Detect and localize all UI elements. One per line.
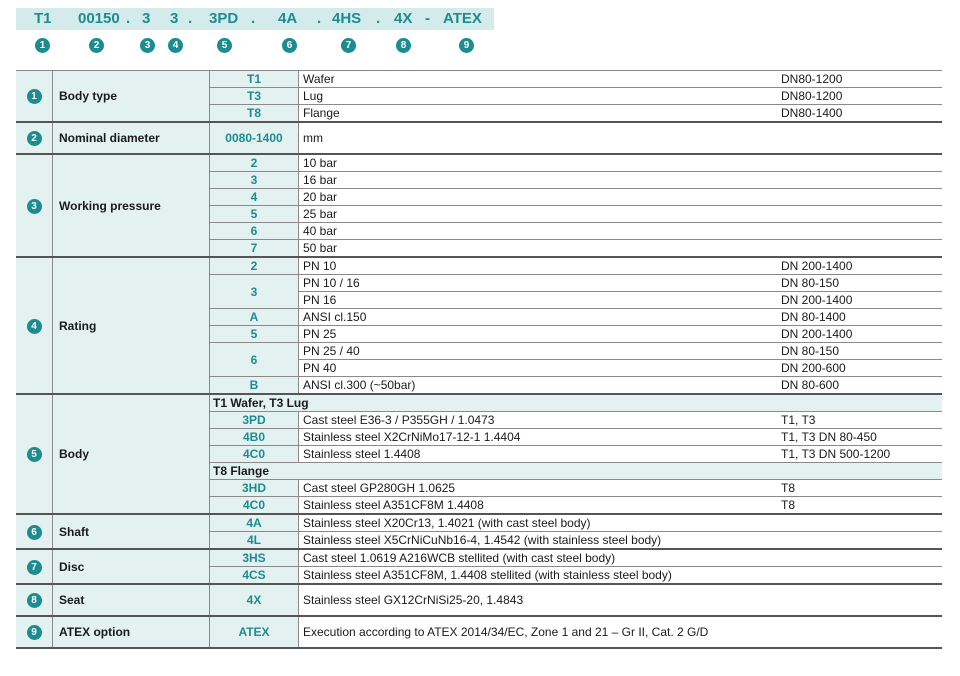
number-badge: 2: [89, 38, 104, 53]
section-name: Nominal diameter: [53, 122, 210, 154]
option-code: T1: [210, 71, 299, 88]
option-description: Wafer: [299, 71, 778, 88]
option-description: Execution according to ATEX 2014/34/EC, Zone 1 and 21 – Gr II, Cat. 2 G/D: [299, 616, 943, 648]
option-applicability: [777, 154, 942, 172]
option-code: 2: [210, 154, 299, 172]
option-applicability: DN80-1200: [777, 88, 942, 105]
option-applicability: T8: [777, 497, 942, 515]
section-number: [16, 71, 53, 123]
code-token-separator: .: [126, 10, 131, 27]
option-description: Cast steel E36-3 / P355GH / 1.0473: [299, 412, 778, 429]
section-name: Shaft: [53, 514, 210, 549]
number-badge: 5: [217, 38, 232, 53]
option-code: B: [210, 377, 299, 395]
option-applicability: [777, 223, 942, 240]
option-applicability: DN 200-1400: [777, 292, 942, 309]
table-row: [16, 584, 942, 616]
option-code: 3: [210, 275, 299, 309]
option-description: PN 10: [299, 257, 778, 275]
table-row: [16, 257, 942, 275]
number-badge: 8: [396, 38, 411, 53]
section-name: Rating: [53, 257, 210, 394]
number-badge: 7: [27, 560, 42, 575]
option-code: 2: [210, 257, 299, 275]
option-code: 6: [210, 223, 299, 240]
table-row: [16, 122, 942, 154]
option-description: Cast steel 1.0619 A216WCB stellited (with cast steel body): [299, 549, 943, 567]
subheading: T1 Wafer, T3 Lug: [210, 394, 943, 412]
section-name: Disc: [53, 549, 210, 584]
table-row: [16, 154, 942, 172]
table-row: [16, 394, 942, 412]
option-description: Stainless steel 1.4408: [299, 446, 778, 463]
number-badge: 3: [140, 38, 155, 53]
option-description: Stainless steel A351CF8M, 1.4408 stellited (with stainless steel body): [299, 567, 943, 585]
number-badge: 6: [282, 38, 297, 53]
option-code: 6: [210, 343, 299, 377]
section-name: Working pressure: [53, 154, 210, 257]
option-code: 4L: [210, 532, 299, 550]
option-code: 4B0: [210, 429, 299, 446]
code-token-separator: .: [251, 10, 256, 27]
number-badge: 6: [27, 525, 42, 540]
option-description: 10 bar: [299, 154, 778, 172]
option-description: PN 25: [299, 326, 778, 343]
option-description: PN 16: [299, 292, 778, 309]
code-token-rating: 3: [170, 10, 179, 27]
number-badge: 2: [27, 131, 42, 146]
option-applicability: DN 80-1400: [777, 309, 942, 326]
option-code: 4CS: [210, 567, 299, 585]
option-code: 4C0: [210, 446, 299, 463]
number-badge: 8: [27, 593, 42, 608]
option-description: Stainless steel GX12CrNiSi25-20, 1.4843: [299, 584, 943, 616]
section-name: Seat: [53, 584, 210, 616]
option-applicability: DN 80-150: [777, 343, 942, 360]
code-token-shaft: 4A: [278, 10, 298, 27]
number-badge: 1: [27, 89, 42, 104]
code-token-separator: .: [376, 10, 381, 27]
option-code: 4A: [210, 514, 299, 532]
option-description: 20 bar: [299, 189, 778, 206]
option-applicability: DN80-1200: [777, 71, 942, 88]
code-token-working-pressure: 3: [142, 10, 151, 27]
code-token-body-type: T1: [34, 10, 52, 27]
option-description: mm: [299, 122, 778, 154]
section-number: [16, 584, 53, 616]
option-applicability: [777, 122, 942, 154]
section-name: Body: [53, 394, 210, 514]
option-description: PN 25 / 40: [299, 343, 778, 360]
section-number: [16, 616, 53, 648]
option-code: 3HS: [210, 549, 299, 567]
table-row: [16, 71, 942, 88]
number-badge: 4: [27, 319, 42, 334]
option-code: A: [210, 309, 299, 326]
option-description: Stainless steel A351CF8M 1.4408: [299, 497, 778, 515]
code-token-atex: ATEX: [443, 10, 482, 27]
table-row: [16, 514, 942, 532]
code-token-disc: 4HS: [332, 10, 362, 27]
option-applicability: [777, 240, 942, 258]
option-code: 4C0: [210, 497, 299, 515]
option-applicability: DN 80-150: [777, 275, 942, 292]
option-code: 0080-1400: [210, 122, 299, 154]
option-applicability: [777, 206, 942, 223]
option-applicability: [777, 172, 942, 189]
option-description: 25 bar: [299, 206, 778, 223]
section-name: ATEX option: [53, 616, 210, 648]
code-token-separator: .: [188, 10, 193, 27]
section-number: [16, 549, 53, 584]
table-row: [16, 616, 942, 648]
spec-table: [16, 70, 942, 649]
section-number: [16, 514, 53, 549]
code-token-seat: 4X: [394, 10, 413, 27]
option-applicability: T8: [777, 480, 942, 497]
option-code: 7: [210, 240, 299, 258]
number-badge: 7: [341, 38, 356, 53]
option-code: 4X: [210, 584, 299, 616]
section-number: [16, 154, 53, 257]
option-code: 5: [210, 206, 299, 223]
option-description: 50 bar: [299, 240, 778, 258]
option-description: Cast steel GP280GH 1.0625: [299, 480, 778, 497]
option-applicability: DN 200-1400: [777, 326, 942, 343]
code-token-separator: -: [425, 10, 430, 27]
option-description: Stainless steel X2CrNiMo17-12-1 1.4404: [299, 429, 778, 446]
option-code: 3HD: [210, 480, 299, 497]
option-applicability: DN 200-1400: [777, 257, 942, 275]
section-number: [16, 394, 53, 514]
number-badge: 5: [27, 447, 42, 462]
option-applicability: DN 80-600: [777, 377, 942, 395]
option-code: 4: [210, 189, 299, 206]
subheading: T8 Flange: [210, 463, 943, 480]
code-token-separator: .: [317, 10, 322, 27]
option-code: ATEX: [210, 616, 299, 648]
number-badge: 3: [27, 199, 42, 214]
option-code: 3PD: [210, 412, 299, 429]
option-code: 3: [210, 172, 299, 189]
option-code: 5: [210, 326, 299, 343]
table-row: [16, 549, 942, 567]
section-number: [16, 122, 53, 154]
option-applicability: DN80-1400: [777, 105, 942, 123]
option-applicability: T1, T3 DN 80-450: [777, 429, 942, 446]
number-badge: 9: [27, 625, 42, 640]
option-description: ANSI cl.150: [299, 309, 778, 326]
number-badge: 9: [459, 38, 474, 53]
option-description: Stainless steel X5CrNiCuNb16-4, 1.4542 (with stainless steel body): [299, 532, 943, 550]
option-description: Flange: [299, 105, 778, 123]
number-badge: 4: [168, 38, 183, 53]
option-description: ANSI cl.300 (~50bar): [299, 377, 778, 395]
number-badge: 1: [35, 38, 50, 53]
option-description: Lug: [299, 88, 778, 105]
option-applicability: DN 200-600: [777, 360, 942, 377]
option-code: T3: [210, 88, 299, 105]
option-applicability: [777, 189, 942, 206]
option-description: 16 bar: [299, 172, 778, 189]
code-token-nominal-diameter: 00150: [78, 10, 120, 27]
option-description: 40 bar: [299, 223, 778, 240]
option-description: PN 10 / 16: [299, 275, 778, 292]
section-name: Body type: [53, 71, 210, 123]
option-code: T8: [210, 105, 299, 123]
section-number: [16, 257, 53, 394]
option-description: PN 40: [299, 360, 778, 377]
option-description: Stainless steel X20Cr13, 1.4021 (with cast steel body): [299, 514, 943, 532]
code-token-body: 3PD: [209, 10, 239, 27]
option-applicability: T1, T3 DN 500-1200: [777, 446, 942, 463]
option-applicability: T1, T3: [777, 412, 942, 429]
